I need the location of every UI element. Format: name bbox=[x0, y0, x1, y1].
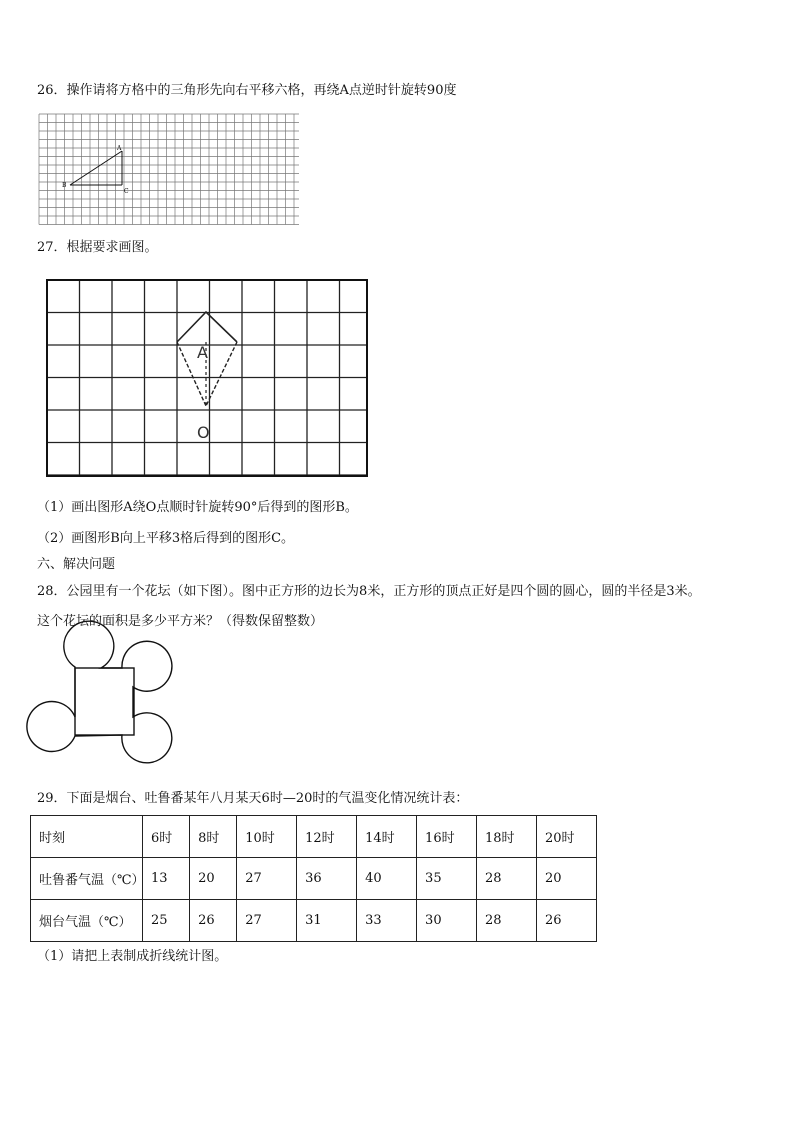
table-cell: 27 bbox=[237, 900, 297, 942]
q26-label-a: A bbox=[117, 145, 122, 152]
table-cell: 27 bbox=[237, 858, 297, 900]
table-cell: 26 bbox=[536, 900, 596, 942]
table-header-cell: 20时 bbox=[536, 816, 596, 858]
table-cell: 40 bbox=[357, 858, 417, 900]
table-cell: 33 bbox=[357, 900, 417, 942]
table-header-cell: 12时 bbox=[297, 816, 357, 858]
table-row-label: 烟台气温（℃） bbox=[31, 900, 143, 942]
table-header-cell: 18时 bbox=[477, 816, 537, 858]
table-cell: 20 bbox=[536, 858, 596, 900]
q27-grid-figure bbox=[46, 272, 370, 478]
table-cell: 35 bbox=[417, 858, 477, 900]
table-row-yantai bbox=[31, 900, 597, 942]
table-cell: 28 bbox=[477, 858, 537, 900]
table-cell: 30 bbox=[417, 900, 477, 942]
table-row-label: 吐鲁番气温（℃） bbox=[31, 858, 143, 900]
q27-label-o: O bbox=[197, 423, 210, 442]
table-cell: 26 bbox=[190, 900, 237, 942]
q27-sub1: （1）画出图形A绕O点顺时针旋转90°后得到的图形B。 bbox=[37, 500, 358, 515]
table-cell: 36 bbox=[297, 858, 357, 900]
flower-bed-outline bbox=[27, 621, 172, 763]
table-header-label: 时刻 bbox=[31, 816, 143, 858]
q29-sub1: （1）请把上表制成折线统计图。 bbox=[37, 949, 228, 964]
q26-label-c: C bbox=[124, 188, 129, 195]
section-title: 六、解决问题 bbox=[37, 557, 116, 572]
table-header-cell: 8时 bbox=[190, 816, 237, 858]
q27-label-a: A bbox=[197, 343, 208, 362]
q26-grid-figure bbox=[38, 113, 300, 226]
table-header-cell: 6时 bbox=[143, 816, 190, 858]
table-header-cell: 14时 bbox=[357, 816, 417, 858]
table-cell: 28 bbox=[477, 900, 537, 942]
q27-kite-upper bbox=[177, 312, 237, 342]
flower-bed-figure bbox=[46, 644, 166, 764]
table-header-row bbox=[31, 816, 597, 858]
q26-label-b: B bbox=[62, 182, 67, 189]
table-cell: 25 bbox=[143, 900, 190, 942]
table-row-turpan bbox=[31, 858, 597, 900]
q28-line2: 这个花坛的面积是多少平方米？（得数保留整数） bbox=[37, 614, 324, 629]
table-cell: 31 bbox=[297, 900, 357, 942]
q27-text: 27．根据要求画图。 bbox=[37, 240, 158, 255]
q29-text: 29．下面是烟台、吐鲁番某年八月某天6时—20时的气温变化情况统计表： bbox=[37, 791, 469, 806]
table-header-cell: 16时 bbox=[417, 816, 477, 858]
table-cell: 13 bbox=[143, 858, 190, 900]
table-header-cell: 10时 bbox=[237, 816, 297, 858]
table-cell: 20 bbox=[190, 858, 237, 900]
q27-sub2: （2）画图形B向上平移3格后得到的图形C。 bbox=[37, 531, 295, 546]
q27-kite-right bbox=[206, 342, 237, 406]
q26-text: 26．操作请将方格中的三角形先向右平移六格，再绕A点逆时针旋转90度 bbox=[37, 83, 457, 98]
q28-line1: 28．公园里有一个花坛（如下图）。图中正方形的边长为8米，正方形的顶点正好是四个圆的圆心，圆的半径是3米。 bbox=[37, 584, 701, 599]
q26-triangle-hyp bbox=[70, 151, 122, 185]
temperature-table bbox=[30, 815, 597, 942]
flower-bed-square bbox=[75, 668, 134, 735]
